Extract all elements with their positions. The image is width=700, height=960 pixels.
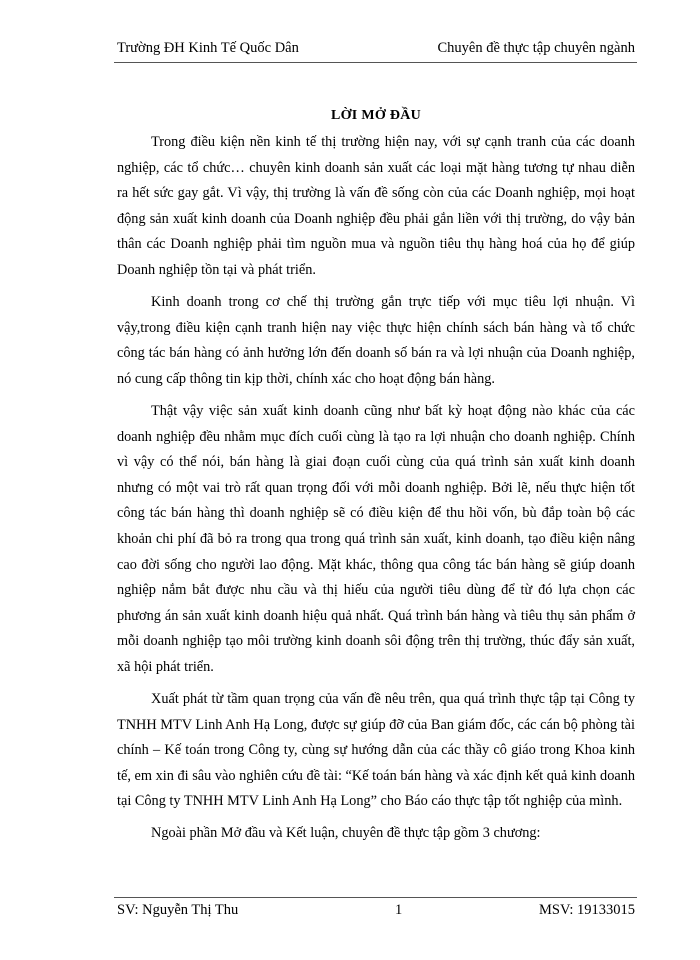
page-footer [117, 902, 635, 922]
body-text [117, 130, 635, 854]
header-report-type: Chuyên đề thực tập chuyên ngành [437, 40, 635, 56]
paragraph: Ngoài phần Mở đầu và Kết luận, chuyên đề thực tập gồm 3 chương: [151, 825, 541, 842]
footer-student-id: MSV: 19133015 [538, 902, 635, 918]
paragraph: Trong điều kiện nền kinh tế thị trường hiện nay, với sự cạnh tranh của các doanh nghiệp, các tổ chức… chuyên kinh doanh sản xuất các loại mặt hàng tương tự nhau diễn ra hết sức gay gắt. Vì vậy, thị trường là vấn đề sống còn của các Doanh nghiệp, mọi hoạt động sản xuất kinh doanh của Doanh nghiệp đều phải gắn liền với thị trường, do vậy bản thân các Doanh nghiệp phải tìm nguồn mua và nguồn tiêu thụ hàng hoá của họ để giúp Doanh nghiệp tồn tại và phát triển. [117, 134, 635, 278]
header-university: Trường ĐH Kinh Tế Quốc Dân [117, 40, 299, 56]
footer-divider [114, 897, 637, 898]
page-number: 1 [395, 902, 403, 918]
paragraph: Xuất phát từ tầm quan trọng của vấn đề nêu trên, qua quá trình thực tập tại Công ty TNHH MTV Linh Anh Hạ Long, được sự giúp đỡ của Ban giám đốc, các cán bộ phòng tài chính – Kế toán trong Công ty, cùng sự hướng dẫn của các thầy cô giáo trong Khoa kinh tế, em xin đi sâu vào nghiên cứu đề tài: “Kế toán bán hàng và xác định kết quả kinh doanh tại Công ty TNHH MTV Linh Anh Hạ Long” cho Báo cáo thực tập tốt nghiệp của mình. [117, 690, 635, 810]
header-divider [114, 62, 637, 63]
page-header [117, 40, 635, 62]
footer-student-name: SV: Nguyễn Thị Thu [117, 902, 239, 918]
section-title: LỜI MỞ ĐẦU [330, 108, 422, 123]
paragraph: Kinh doanh trong cơ chế thị trường gắn trực tiếp với mục tiêu lợi nhuận. Vì vậy,trong điều kiện cạnh tranh hiện nay việc thực hiện chính sách bán hàng và tổ chức công tác bán hàng có ảnh hưởng lớn đến doanh số bán ra và lợi nhuận của Doanh nghiệp, nó cung cấp thông tin kịp thời, chính xác cho hoạt động bán hàng. [117, 294, 635, 387]
paragraph: Thật vậy việc sản xuất kinh doanh cũng như bất kỳ hoạt động nào khác của các doanh nghiệp đều nhằm mục đích cuối cùng là tạo ra lợi nhuận cho doanh nghiệp. Chính vì vậy có thể nói, bán hàng là giai đoạn cuối cùng của quá trình sản xuất kinh doanh nhưng có một vai trò rất quan trọng đối với mỗi doanh nghiệp. Bởi lẽ, nếu thực hiện tốt công tác bán hàng thì doanh nghiệp sẽ có điều kiện để thu hồi vốn, bù đắp toàn bộ các khoản chi phí đã bỏ ra trong qua trong quá trình sản xuất, kinh doanh, tạo điều kiện nâng cao đời sống cho người lao động. Mặt khác, thông qua công tác bán hàng sẽ giúp doanh nghiệp nắm bắt được nhu cầu và thị hiếu của người tiêu dùng để từ đó lựa chọn các phương án sản xuất kinh doanh hiệu quả nhất. Quá trình bán hàng và tiêu thụ sản phẩm ở mỗi doanh nghiệp tạo môi trường kinh doanh sôi động trên thị trường, thúc đẩy sản xuất, xã hội phát triển. [117, 402, 635, 675]
